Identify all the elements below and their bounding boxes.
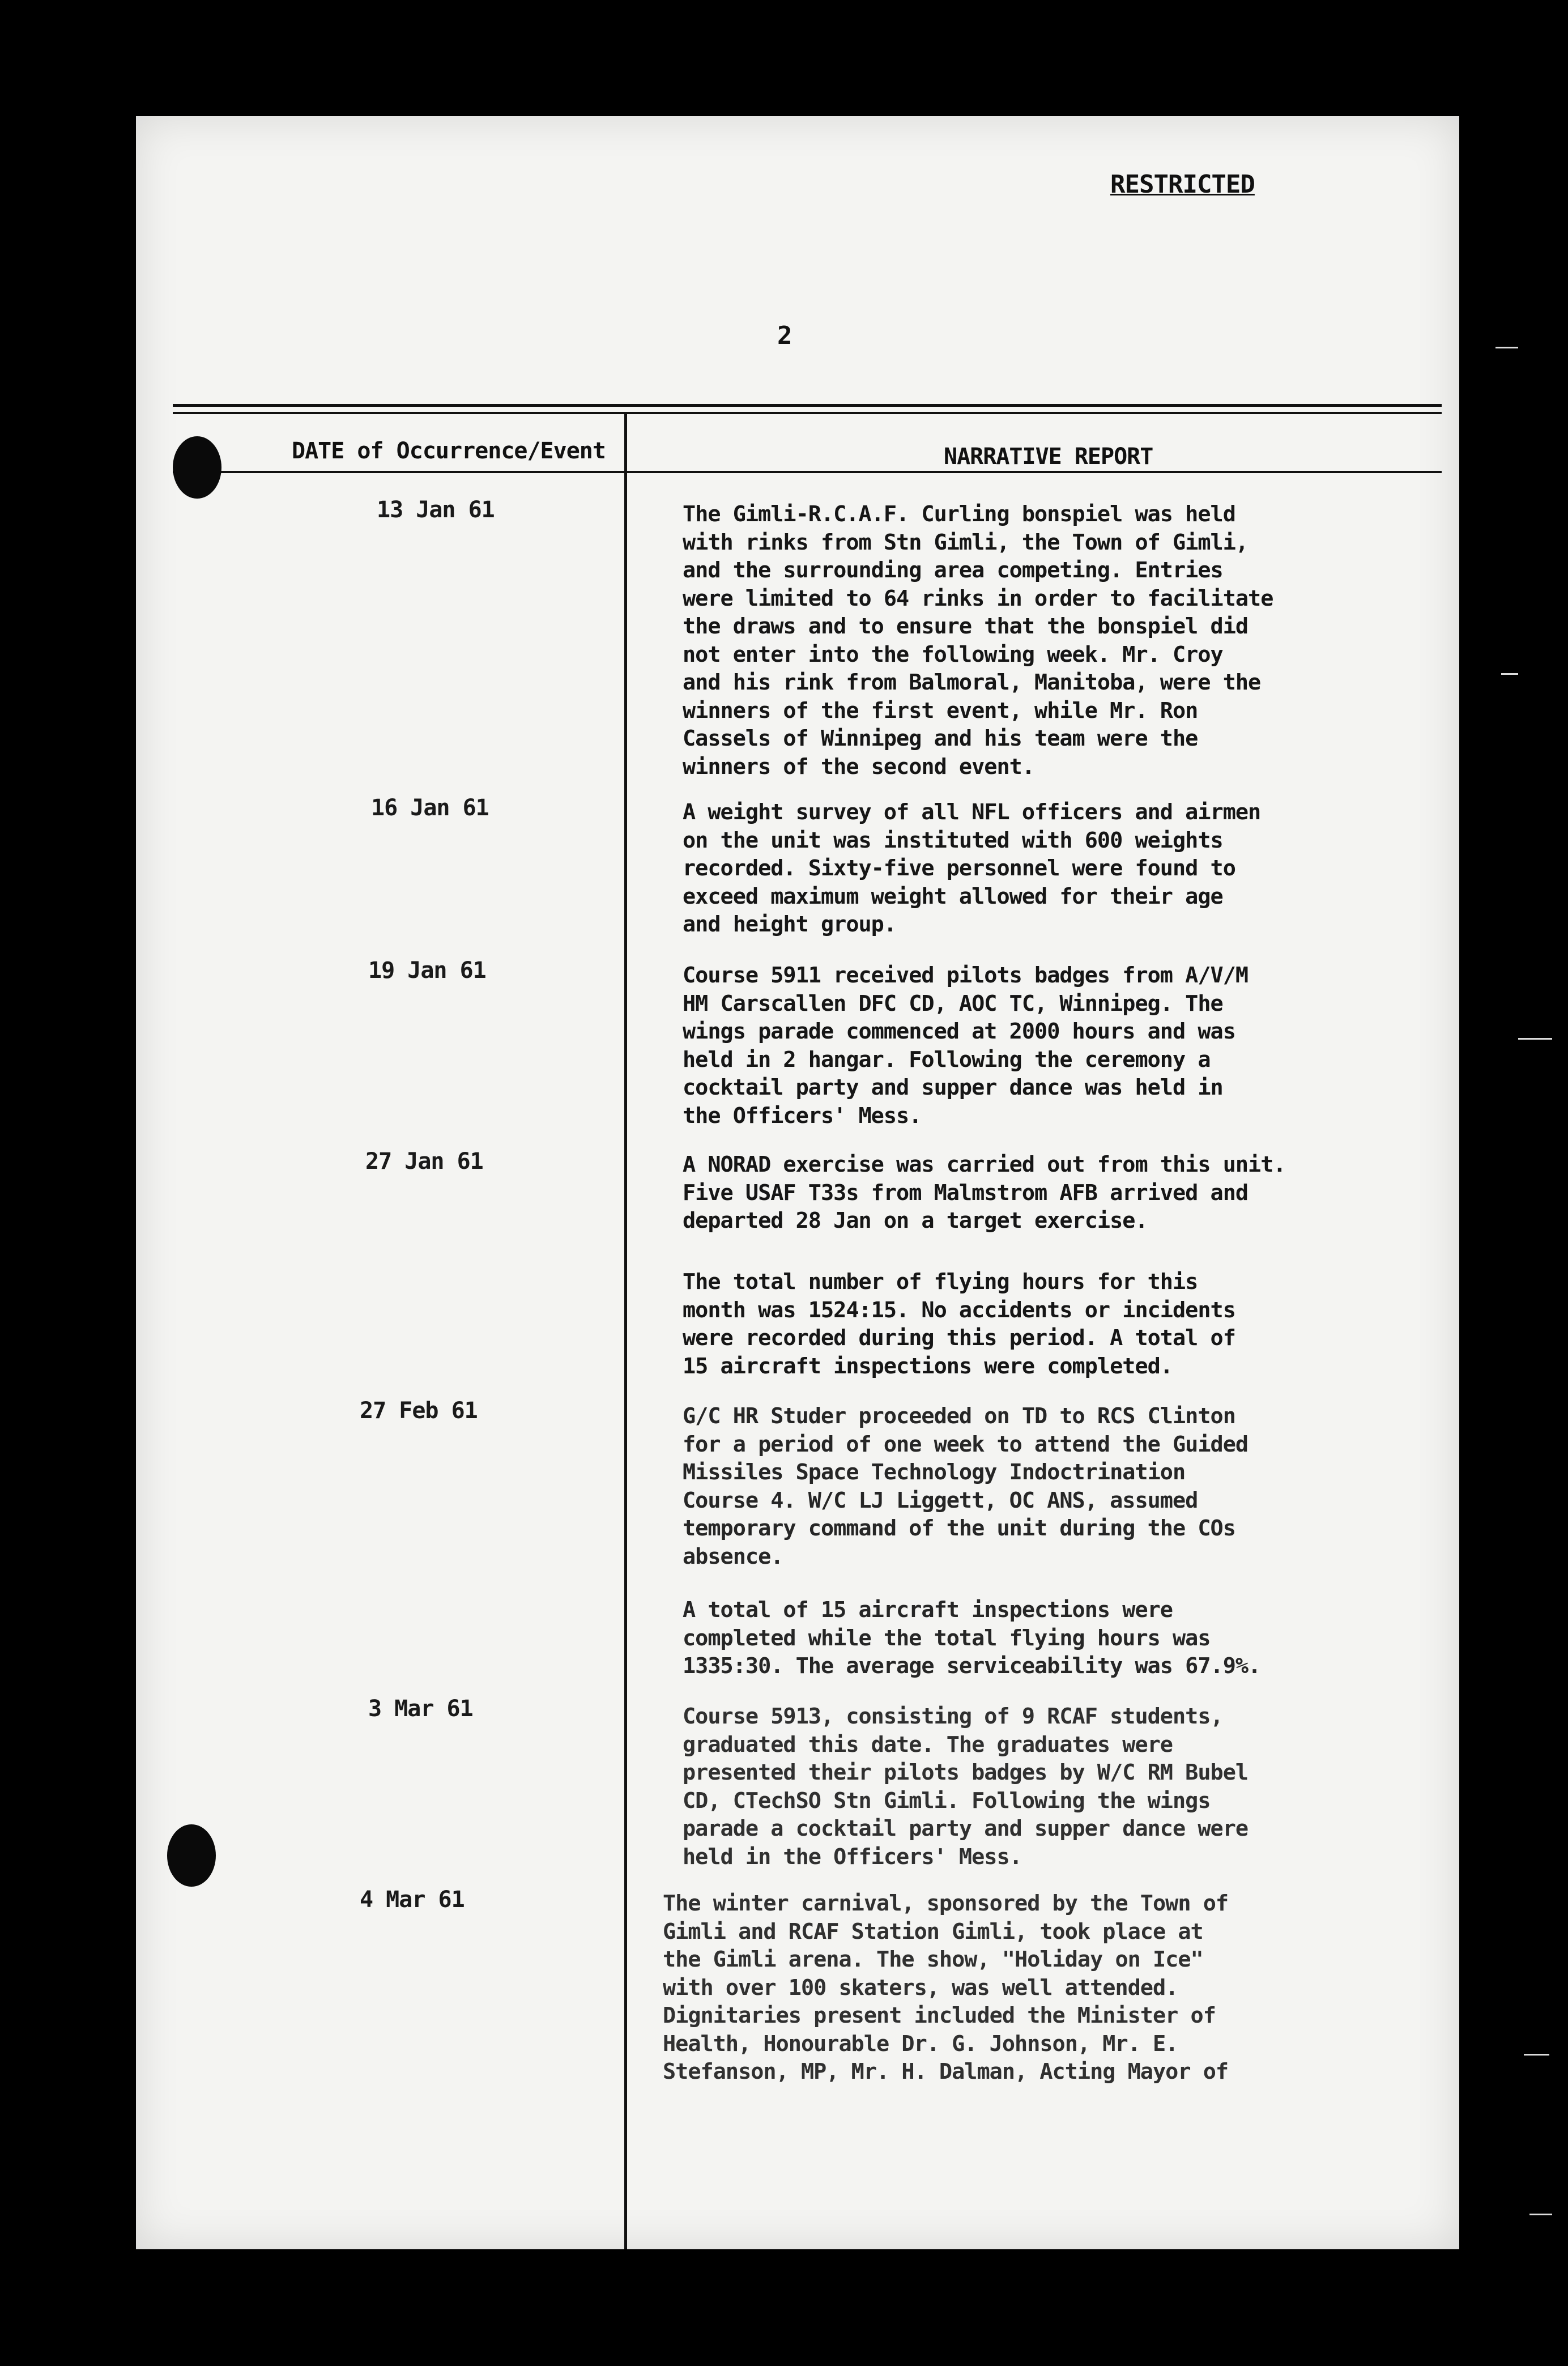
binder-hole — [173, 436, 221, 499]
entry-narrative: Course 5913, consisting of 9 RCAF students, graduated this date. The graduates were presented their pilots badges by W/C RM Bubel CD, CTechSO Stn Gimli. Following the wings parade a cocktail party and supper dance were held in the Officers' Mess. — [683, 1704, 1249, 1870]
entry-narrative: The winter carnival, sponsored by the Town of Gimli and RCAF Station Gimli, took place at the Gimli arena. The show, "Holiday on Ice" with over 100 skaters, was well attended. Dignitaries present included the Minister of Health, Honourable Dr. G. Johnson, Mr. E. Stefanson, MP, Mr. H. Dalman, Acting Mayor of — [663, 1891, 1229, 2084]
top-double-rule-lower — [173, 412, 1442, 414]
scan-edge-mark — [1524, 2054, 1549, 2056]
classification-marking: RESTRICTED — [1110, 170, 1255, 199]
entry-date: 3 Mar 61 — [368, 1696, 473, 1722]
entry-narrative: The Gimli-R.C.A.F. Curling bonspiel was held with rinks from Stn Gimli, the Town of Gimli, and the surrounding area competing. Entries were limited to 64 rinks in order to facilitate the draws and to ensure that the bonspiel did not enter into the following week. Mr. Croy and his rink from Balmoral, Manitoba, were the winners of the first event, while Mr. Ron Cassels of Winnipeg and his team were the winners of the second event. — [683, 501, 1273, 780]
page-number: 2 — [777, 321, 792, 350]
column-divider — [624, 412, 627, 2249]
date-column-header: DATE of Occurrence/Event — [292, 438, 606, 464]
entry-narrative: G/C HR Studer proceeded on TD to RCS Clinton for a period of one week to attend the Guided Missiles Space Technology Indoctrination Course 4. W/C LJ Liggett, OC ANS, assumed temporary command of the unit during the COs absence. — [683, 1403, 1249, 1569]
entry-date: 27 Jan 61 — [365, 1148, 483, 1175]
entry-date: 13 Jan 61 — [377, 497, 495, 523]
binder-hole — [167, 1824, 216, 1887]
entry-narrative: Course 5911 received pilots badges from A/V/M HM Carscallen DFC CD, AOC TC, Winnipeg. The wings parade commenced at 2000 hours and was held in 2 hangar. Following the ceremony a cocktail party and supper dance was held in the Officers' Mess. — [683, 963, 1249, 1129]
scan-edge-mark — [1518, 1038, 1552, 1040]
header-underline — [173, 471, 1442, 473]
scan-edge-mark — [1501, 673, 1518, 675]
scan-edge-mark — [1529, 2214, 1552, 2215]
entry-date: 16 Jan 61 — [371, 795, 489, 821]
entry-date: 4 Mar 61 — [360, 1887, 465, 1913]
entry-narrative: A total of 15 aircraft inspections were completed while the total flying hours was 1335:30. The average serviceability was 67.9%. — [683, 1597, 1261, 1679]
entry-narrative: The total number of flying hours for this month was 1524:15. No accidents or incidents were recorded during this period. A total of 15 aircraft inspections were completed. — [683, 1269, 1235, 1379]
entry-date: 27 Feb 61 — [360, 1398, 478, 1424]
document-page — [136, 116, 1459, 2249]
entry-narrative: A weight survey of all NFL officers and airmen on the unit was instituted with 600 weights recorded. Sixty-five personnel were found to exceed maximum weight allowed for their age and height group. — [683, 799, 1261, 937]
entry-date: 19 Jan 61 — [368, 958, 486, 984]
scan-edge-mark — [1495, 347, 1518, 348]
entry-narrative: A NORAD exercise was carried out from this unit. Five USAF T33s from Malmstrom AFB arrived and departed 28 Jan on a target exercise. — [683, 1152, 1286, 1233]
top-double-rule-upper — [173, 404, 1442, 407]
narrative-column-header: NARRATIVE REPORT — [944, 444, 1153, 470]
